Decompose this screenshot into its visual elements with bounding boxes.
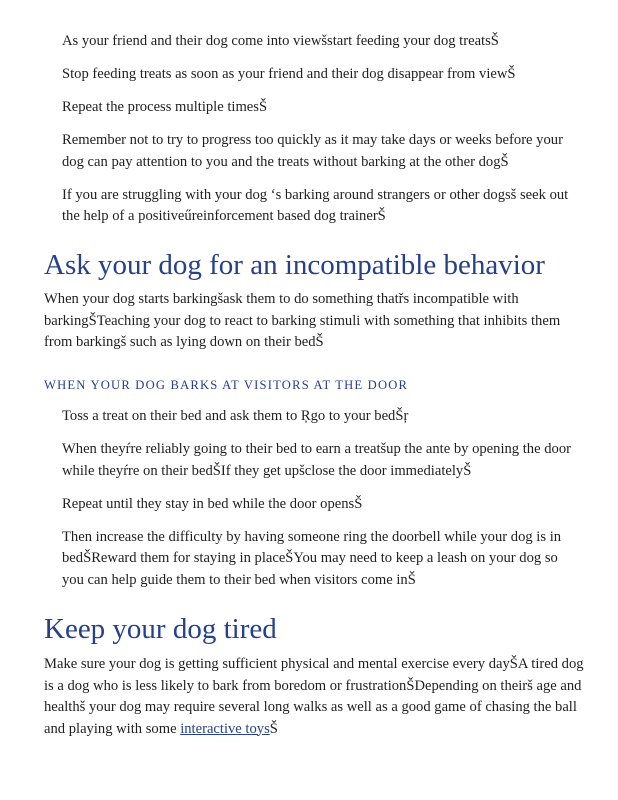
list-visitors [62, 406, 582, 603]
list-item: Repeat the process multiple timesŠ [62, 99, 268, 115]
list-item: When theyŕre reliably going to their bed to earn a treatšup the ante by opening the door while theyŕre on their bedŠIf they get upšclose the door immediatelyŠ [62, 441, 571, 479]
section-paragraph-keep-dog-tired [44, 654, 584, 740]
list-item: Stop feeding treats as soon as your friend and their dog disappear from viewŠ [62, 66, 516, 82]
section-paragraph-incompatible-behavior: When your dog starts barkingšask them to do something thatřs incompatible with barkingŠTeaching your dog to react to barking stimuli with something that inhibits them from barkingš such as lying down on their bedŠ [44, 291, 561, 350]
list-item: Repeat until they stay in bed while the door opensŠ [62, 495, 363, 512]
interactive-toys-link[interactable]: interactive toys [180, 720, 270, 737]
list-item: Toss a treat on their bed and ask them to Ŗgo to your bedŠŗ [62, 408, 409, 424]
list-top [62, 31, 582, 239]
section-heading-incompatible-behavior: Ask your dog for an incompatible behavior [44, 249, 545, 281]
section-heading-keep-dog-tired: Keep your dog tired [44, 613, 277, 645]
list-item: As your friend and their dog come into viewšstart feeding your dog treatsŠ [62, 33, 499, 49]
list-item: Remember not to try to progress too quickly as it may take days or weeks before your dog can pay attention to you and the treats without barking at the other dogŠ [62, 132, 563, 170]
list-item: If you are struggling with your dog ‘s barking around strangers or other dogsš seek out the help of a positiveűreinforcement based dog trainerŠ [62, 186, 569, 224]
list-item: Then increase the difficulty by having someone ring the doorbell while your dog is in bedŠReward them for staying in placeŠYou may need to keep a leash on your dog so you can help guide them to their bed when visitors come inŠ [62, 528, 562, 588]
subheading-visitors-at-door: WHEN YOUR DOG BARKS AT VISITORS AT THE DOOR [44, 378, 409, 392]
paragraph-text-end: Š [269, 720, 278, 737]
paragraph-text: Make sure your dog is getting sufficient physical and mental exercise every dayŠA tired dog is a dog who is less likely to bark from boredom or frustrationŠDepending on theirš age and healthš your dog may require several long walks as well as a good game of chasing the ball and playing with some [44, 656, 584, 737]
